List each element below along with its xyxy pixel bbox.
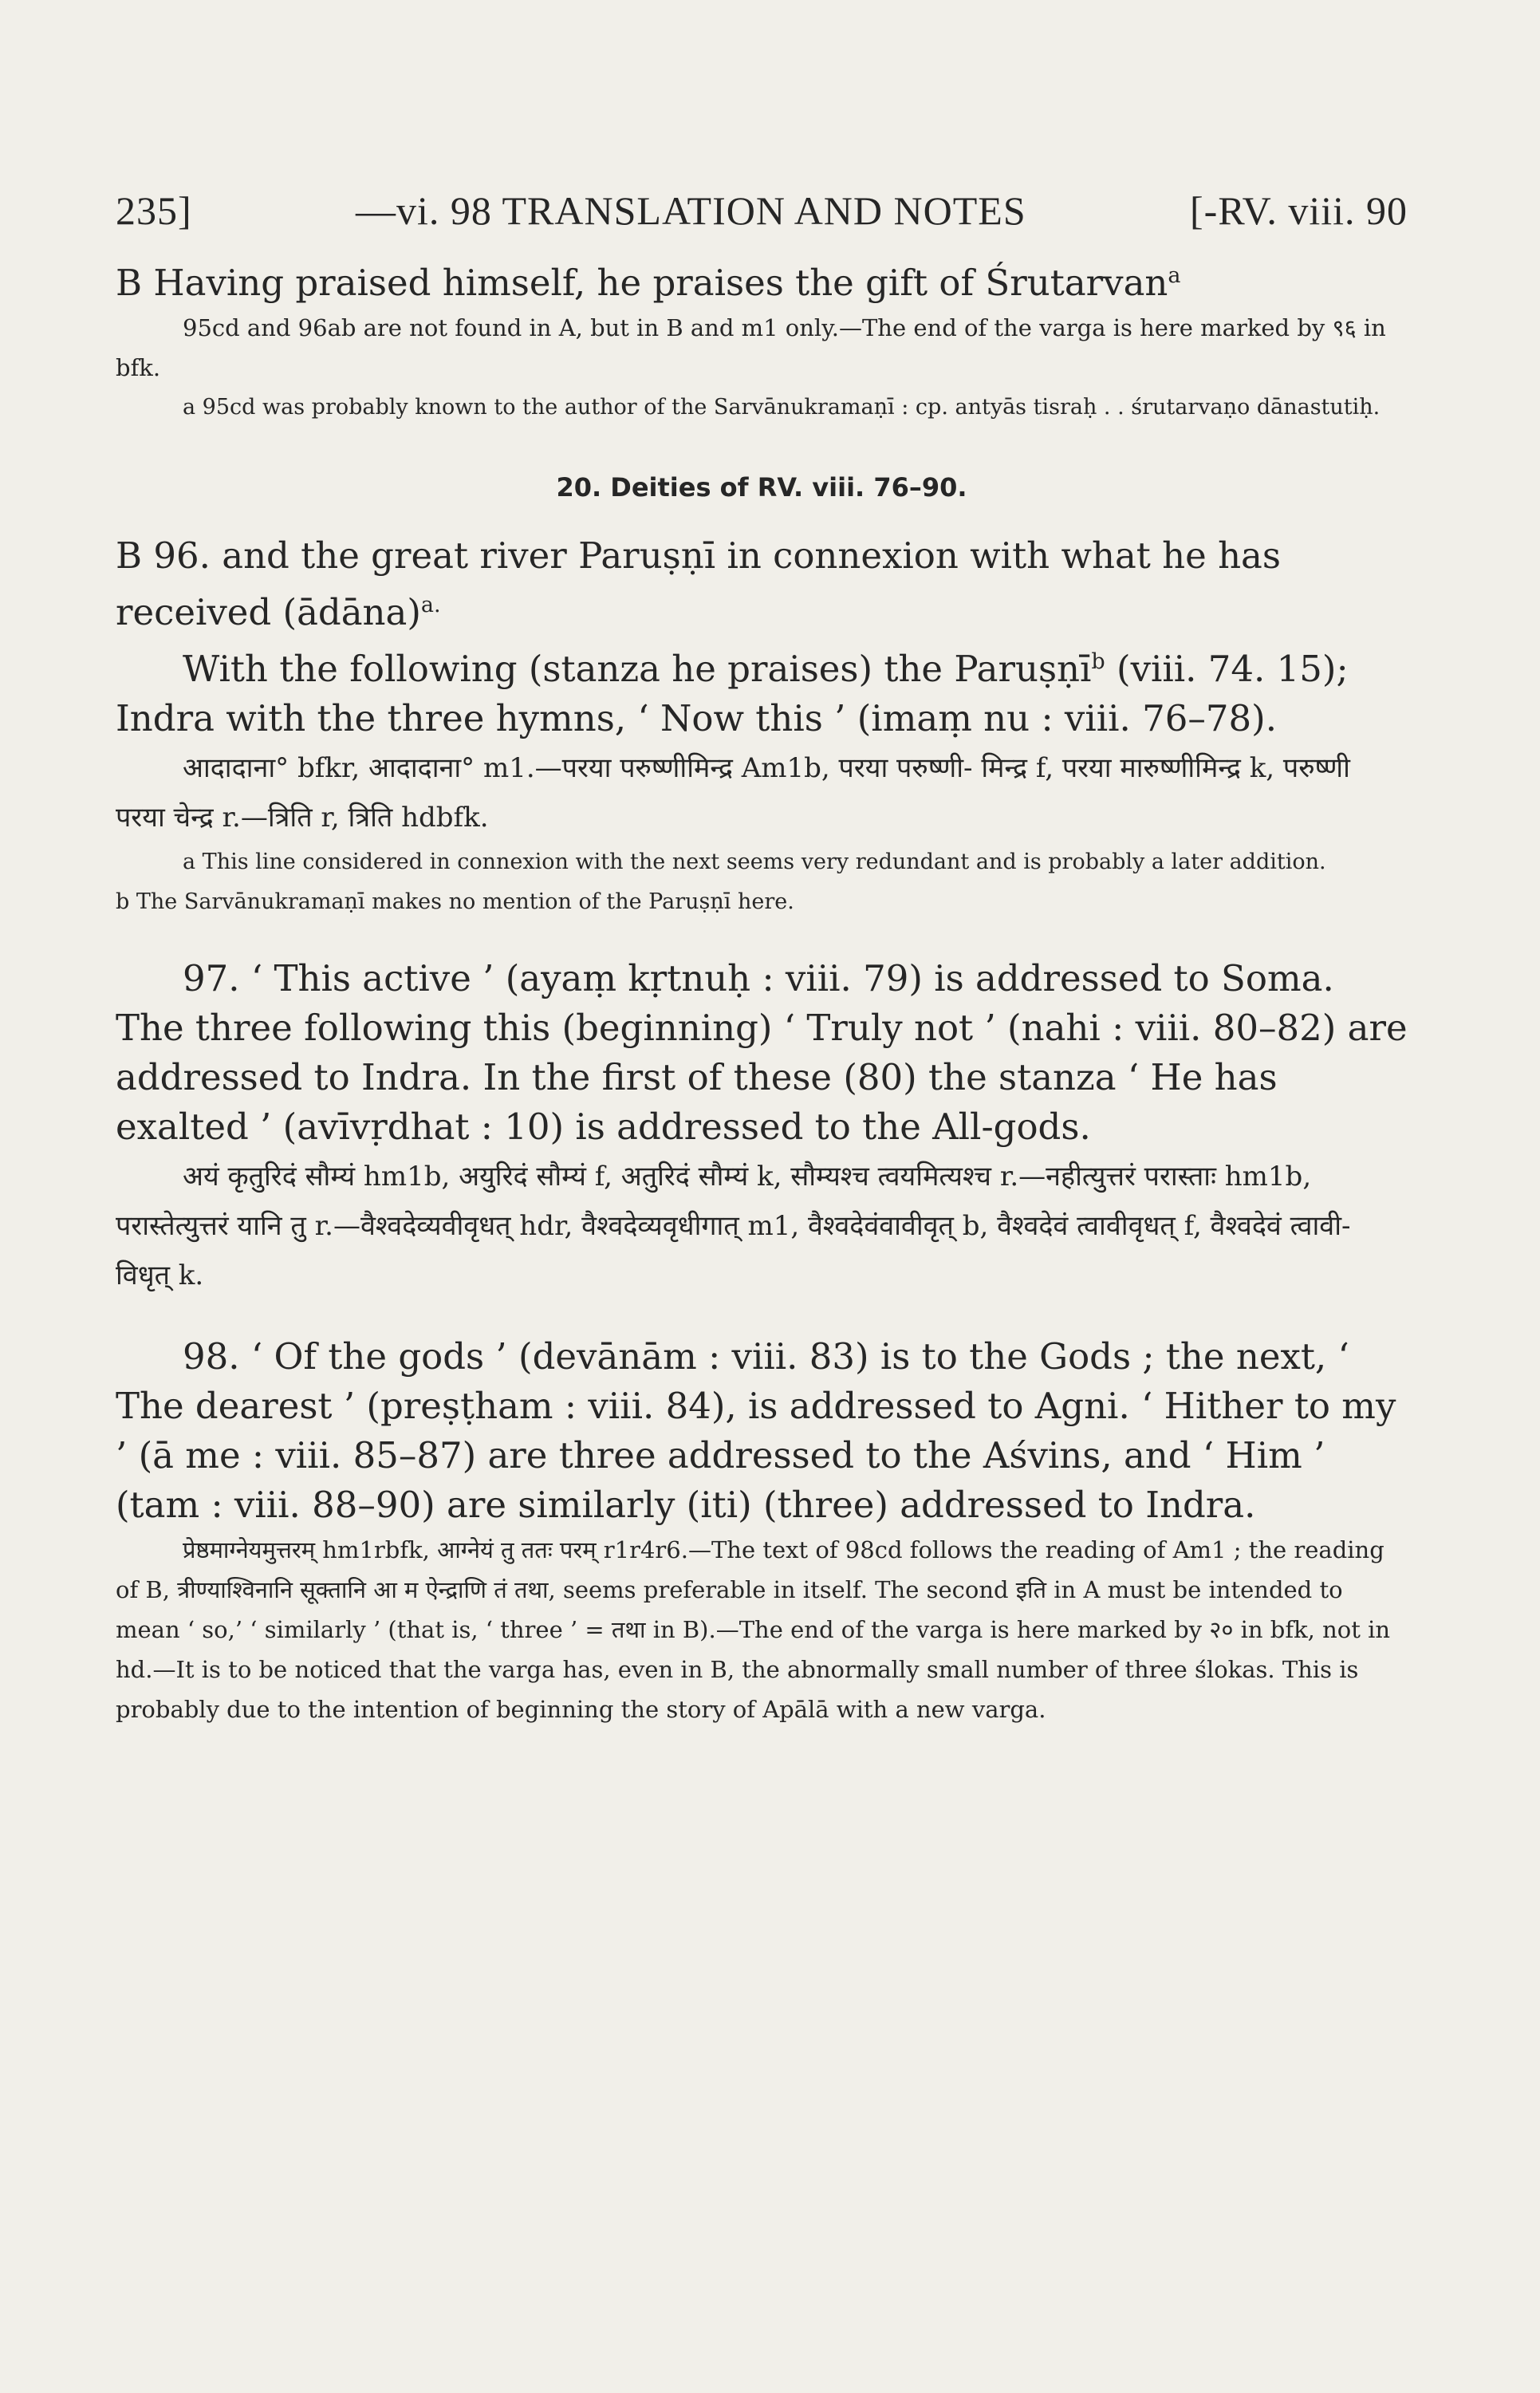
footnote-a-95: a 95cd was probably known to the author of the Sarvānukramaṇī : cp. antyās tisraḥ . . śrutarvaṇo dānastutiḥ. (183, 395, 1380, 420)
verse-98: 98. ‘ Of the gods ’ (devānām : viii. 83) is to the Gods ; the next, ‘ The dearest ’ (preṣṭham : viii. 84), is addressed to Agni. ‘ Hither to my ’ (ā me : viii. 85–87) are three addressed to the Aśvins, and ‘ Him ’ (tam : viii. 88–90) are similarly (iti) (three) addressed to Indra. (116, 1335, 1396, 1526)
verse-96: B 96. and the great river Paruṣṇī in connexion with what he has received (ādāna)$^{a.}$ (116, 534, 1281, 633)
variant-readings-96: आदादाना° bfkr, आदादाना° m1.—परया परुष्णीमिन्द्र Am1b, परया परुष्णी- मिन्द्र f, परया मारुष्णीमिन्द्र k, परुष्णी परया चेन्द्र r.—त्रिति r, त्रिति hdbfk. (116, 752, 1350, 834)
running-title: —vi. 98 TRANSLATION AND NOTES (356, 188, 1026, 233)
section-title: 20. Deities of RV. viii. 76–90. (556, 472, 967, 503)
verse-96-continued: With the following (stanza he praises) the Paruṣṇī$^b$ (viii. 74. 15); Indra with the three hymns, ‘ Now this ’ (imaṃ nu : viii. 76–78). (116, 648, 1349, 739)
variant-readings-98: प्रेष्ठमाग्नेयमुत्तरम् hm1rbfk, आग्नेयं तु ततः परम् r1r4r6.—The text of 98cd follows the reading of Am1 ; the reading of B, त्रीण्याश्विनानि सूक्तानि आ म ऐन्द्राणि तं तथा, seems preferable in itself. The second इति in A must be intended to mean ‘ so,’ ‘ similarly ’ (that is, ‘ three ’ = तथा in B).—The end of the varga is here marked by २० in bfk, not in hd.—It is to be noticed that the varga has, even in B, the abnormally small number of three ślokas. This is probably due to the intention of beginning the story of Apālā with a new varga. (116, 1536, 1391, 1723)
verse-97: 97. ‘ This active ’ (ayaṃ kṛtnuḥ : viii. 79) is addressed to Soma. The three following this (beginning) ‘ Truly not ’ (nahi : viii. 80–82) are addressed to Indra. In the first of these (80) the stanza ‘ He has exalted ’ (avīvṛdhat : 10) is addressed to the All-gods. (116, 957, 1408, 1148)
variant-readings-97: अयं कृतुरिदं सौम्यं hm1b, अयुरिदं सौम्यं f, अतुरिदं सौम्यं k, सौम्यश्च त्वयमित्यश्च r.—नहीत्युत्तरं परास्ताः hm1b, परास्तेत्युत्तरं यानि तु r.—वैश्वदेव्यवीवृधत् hdr, वैश्वदेव्यवृधीगात् m1, वैश्वदेवंवावीवृत् b, वैश्वदेवं त्वावीवृधत् f, वैश्वदेवं त्वावी- विधृत् k. (116, 1161, 1351, 1291)
footnote-a-96: a This line considered in connexion with the next seems very redundant and is probably a later addition. (183, 850, 1326, 874)
rv-reference: [-RV. viii. 90 (1190, 188, 1408, 233)
page (116, 187, 1408, 1729)
page-number: 235] (116, 188, 192, 233)
verse-95-b: B Having praised himself, he praises the gift of Śrutarvan$^a$ (116, 262, 1181, 304)
footnote-b-96: b The Sarvānukramaṇī makes no mention of the Paruṣṇī here. (116, 889, 794, 914)
running-header (116, 187, 1408, 234)
note-varga-95: 95cd and 96ab are not found in A, but in B and m1 only.—The end of the varga is here marked by ९६ in bfk. (116, 314, 1386, 381)
